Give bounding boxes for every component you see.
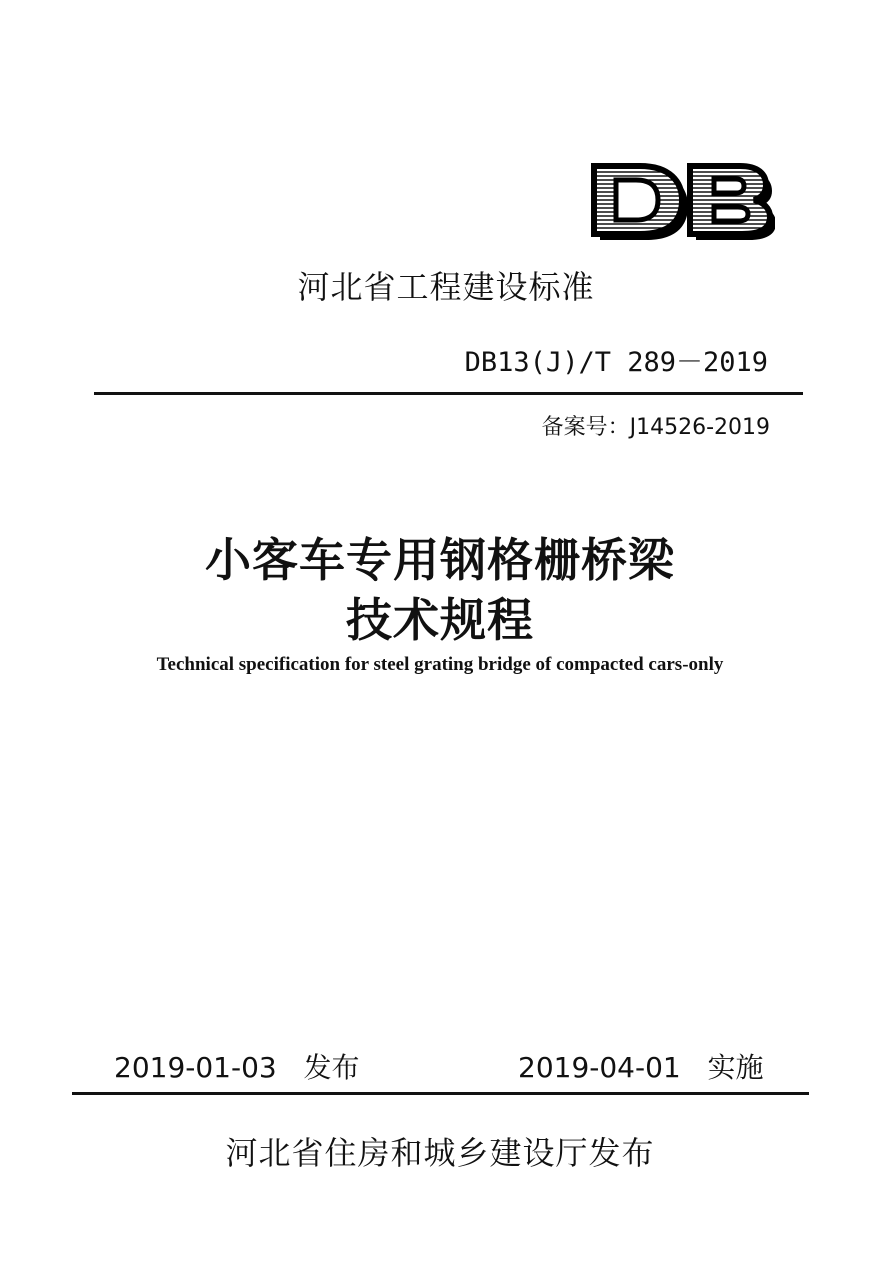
title-chinese-line1: 小客车专用钢格栅桥梁 <box>205 533 675 587</box>
issue-date: 2019-01-03 <box>114 1051 277 1084</box>
implement-label: 实施 <box>707 1051 764 1084</box>
title-chinese-line2: 技术规程 <box>346 593 534 647</box>
top-divider <box>94 392 803 395</box>
title-english: Technical specification for steel grating bridge of compacted cars-only <box>156 654 724 675</box>
issue-info <box>114 1046 359 1086</box>
standard-code: DB13(J)/T 289－2019 <box>464 347 768 378</box>
implement-date: 2019-04-01 <box>518 1051 681 1084</box>
bottom-divider <box>72 1092 809 1095</box>
standard-category: 河北省工程建设标准 <box>297 268 595 306</box>
db-logo <box>590 158 775 244</box>
publisher: 河北省住房和城乡建设厅发布 <box>225 1134 655 1172</box>
record-number: 备案号：J14526-2019 <box>541 415 770 440</box>
implement-info <box>518 1046 763 1086</box>
issue-label: 发布 <box>303 1051 360 1084</box>
